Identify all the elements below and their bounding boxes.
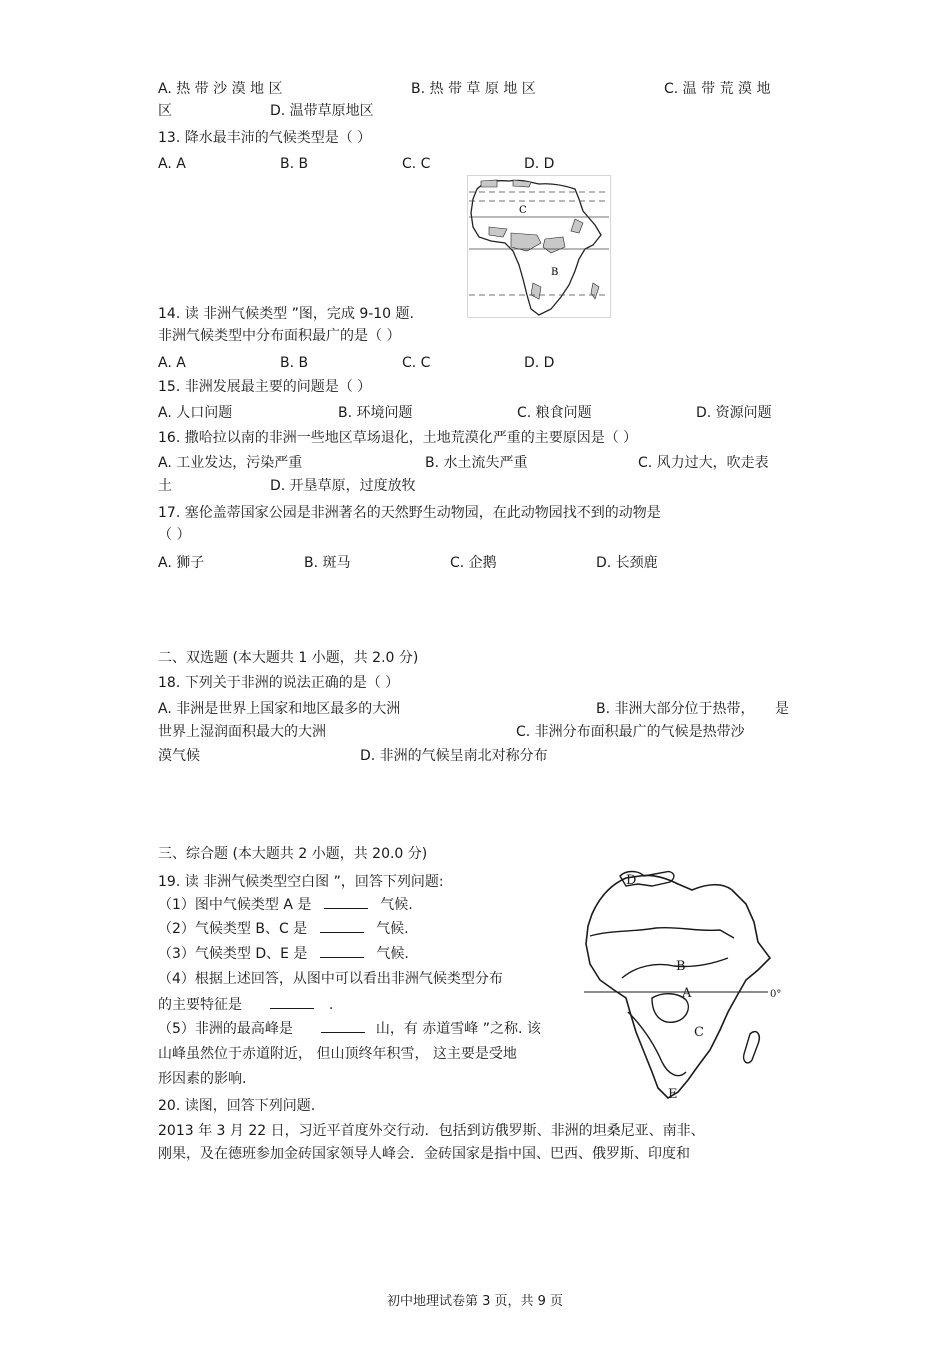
section-3-heading: 三、综合题 (本大题共 2 小题，共 20.0 分)	[158, 846, 428, 862]
q19-part1-suffix: 气候.	[380, 897, 413, 913]
q18-stem: 18. 下列关于非洲的说法正确的是（ ）	[158, 675, 400, 691]
map2-label-c: C	[694, 1025, 704, 1040]
q19-part1	[158, 896, 413, 914]
q15-option-a: A. 人口问题	[158, 405, 233, 421]
q19-part4-prefix: 的主要特征是	[158, 997, 242, 1013]
q19-part3-suffix: 气候.	[376, 946, 409, 962]
q19-part4: （4）根据上述回答，从图中可以看出非洲气候类型分布	[158, 971, 503, 987]
q17-option-b: B. 斑马	[304, 555, 351, 571]
q17-option-a: A. 狮子	[158, 555, 205, 571]
q20-body-line2: 刚果，及在德班参加金砖国家领导人峰会．金砖国家是指中国、巴西、俄罗斯、印度和	[158, 1146, 690, 1162]
q13-stem: 13. 降水最丰沛的气候类型是（ ）	[158, 130, 372, 146]
q12-option-c: C. 温 带 荒 漠 地	[664, 81, 771, 97]
q19-part5-line2: 山峰虽然位于赤道附近， 但山顶终年积雪， 这主要是受地	[158, 1046, 517, 1062]
africa-climate-map-2	[582, 866, 789, 1101]
q19-part2-prefix: （2）气候类型 B、C 是	[158, 921, 308, 937]
q18-option-c: C. 非洲分布面积最广的气候是热带沙	[516, 724, 745, 740]
q18-option-a: A. 非洲是世界上国家和地区最多的大洲	[158, 701, 401, 717]
q13-option-d: D. D	[524, 156, 555, 172]
q15-option-d: D. 资源问题	[696, 405, 772, 421]
q18-option-b-tail: 是	[775, 701, 789, 717]
q19-part5-line3: 形因素的影响.	[158, 1071, 247, 1087]
q12-option-c-cont: 区	[158, 103, 172, 119]
q19-part5	[158, 1020, 541, 1038]
q16-option-d: D. 开垦草原，过度放牧	[270, 478, 416, 494]
q19-part4-cont	[158, 996, 333, 1014]
section-2-heading: 二、双选题 (本大题共 1 小题，共 2.0 分)	[158, 650, 419, 666]
q14-option-a: A. A	[158, 355, 186, 371]
q15-option-b: B. 环境问题	[338, 405, 413, 421]
q17-stem-line1: 17. 塞伦盖蒂国家公园是非洲著名的天然野生动物园，在此动物园找不到的动物是	[158, 505, 661, 521]
q19-stem: 19. 读 非洲气候类型空白图 ”，回答下列问题:	[158, 874, 444, 890]
africa-climate-map-1	[467, 175, 611, 318]
q19-part2-blank	[320, 920, 364, 933]
q14-option-d: D. D	[524, 355, 555, 371]
q13-option-b: B. B	[280, 156, 309, 172]
q14-option-b: B. B	[280, 355, 309, 371]
q15-stem: 15. 非洲发展最主要的问题是（ ）	[158, 379, 372, 395]
q19-part1-blank	[324, 896, 368, 909]
q18-option-d: D. 非洲的气候呈南北对称分布	[360, 748, 548, 764]
map1-label-c: C	[519, 205, 527, 216]
q19-part3	[158, 945, 409, 963]
map2-label-e: E	[668, 1087, 678, 1101]
q14-stem-line1: 14. 读 非洲气候类型 ”图，完成 9-10 题.	[158, 306, 414, 322]
q18-option-b: B. 非洲大部分位于热带，	[596, 701, 755, 717]
q16-option-a: A. 工业发达，污染严重	[158, 455, 303, 471]
q12-option-a: A. 热 带 沙 漠 地 区	[158, 81, 283, 97]
q19-part5-blank	[321, 1020, 365, 1033]
q17-stem-line2: （ ）	[158, 527, 191, 543]
page-footer: 初中地理试卷第 3 页，共 9 页	[386, 1294, 564, 1309]
q12-option-b: B. 热 带 草 原 地 区	[411, 81, 536, 97]
q16-option-b: B. 水土流失严重	[425, 455, 528, 471]
q19-part2	[158, 920, 409, 938]
q17-option-c: C. 企鹅	[450, 555, 497, 571]
q15-option-c: C. 粮食问题	[517, 405, 592, 421]
q12-option-d: D. 温带草原地区	[270, 103, 374, 119]
q17-option-d: D. 长颈鹿	[596, 555, 658, 571]
q16-option-c: C. 风力过大，吹走表	[638, 455, 769, 471]
q16-option-c-cont: 土	[158, 478, 172, 494]
q20-stem: 20. 读图，回答下列问题.	[158, 1098, 316, 1114]
q19-part4-blank	[270, 996, 314, 1009]
q19-part4-suffix: .	[328, 997, 334, 1013]
q13-option-a: A. A	[158, 156, 186, 172]
map2-label-b: B	[676, 959, 686, 974]
q16-stem: 16. 撒哈拉以南的非洲一些地区草场退化，土地荒漠化严重的主要原因是（ ）	[158, 430, 638, 446]
q19-part5-suffix: 山，有 赤道雪峰 ”之称. 该	[375, 1021, 541, 1037]
q19-part2-suffix: 气候.	[376, 921, 409, 937]
map2-label-equator: 0°	[770, 989, 782, 1000]
q19-part3-blank	[320, 945, 364, 958]
q19-part5-prefix: （5）非洲的最高峰是	[158, 1021, 293, 1037]
q18-line3-start: 漠气候	[158, 748, 200, 764]
map2-label-a: A	[682, 986, 692, 1001]
q14-stem-line2: 非洲气候类型中分布面积最广的是（ ）	[158, 328, 401, 344]
q19-part1-prefix: （1）图中气候类型 A 是	[158, 897, 312, 913]
q14-option-c: C. C	[402, 355, 431, 371]
q20-body-line1: 2013 年 3 月 22 日，习近平首度外交行动．包括到访俄罗斯、非洲的坦桑尼亚、南非、	[158, 1123, 705, 1139]
map2-label-d: D	[626, 873, 637, 888]
q18-line2-start: 世界上湿润面积最大的大洲	[158, 724, 326, 740]
q13-option-c: C. C	[402, 156, 431, 172]
q19-part3-prefix: （3）气候类型 D、E 是	[158, 946, 308, 962]
map1-label-b: B	[551, 267, 559, 278]
